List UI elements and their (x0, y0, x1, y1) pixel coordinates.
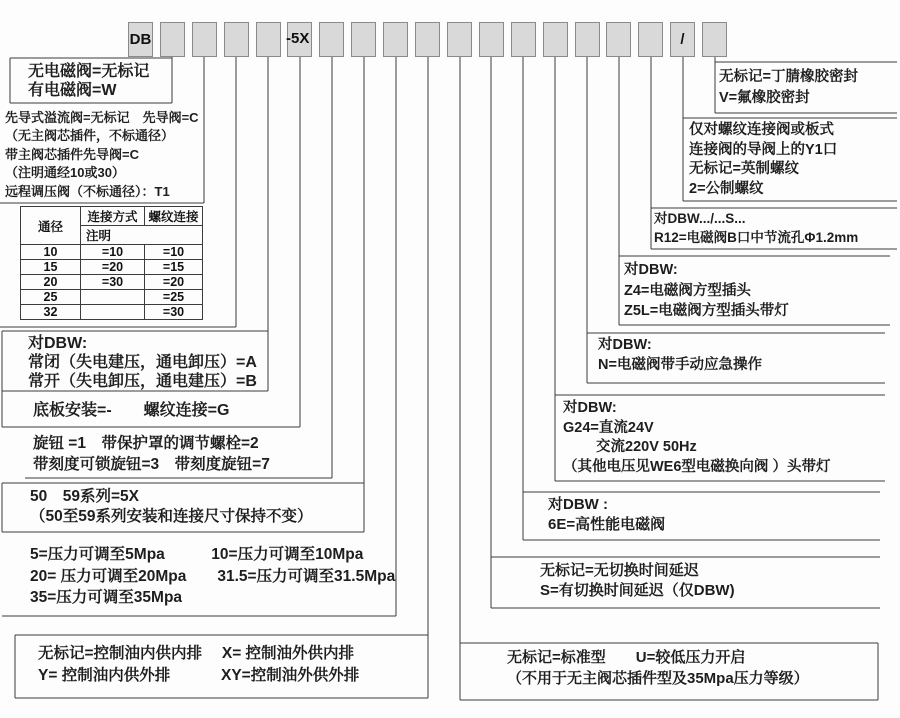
label-line: 无电磁阀=无标记 (28, 63, 150, 80)
label-line: N=电磁阀带手动应急操作 (598, 356, 762, 373)
label-line: 有电磁阀=W (28, 82, 117, 99)
block-dbw-function (28, 334, 257, 391)
code-box (383, 22, 408, 57)
code-box-series (287, 22, 312, 57)
table-cell: =10 (81, 245, 145, 260)
size-connection-table (20, 206, 203, 320)
table-cell: 20 (21, 275, 81, 290)
code-box-label: DB (129, 31, 152, 48)
block-orifice (654, 210, 858, 247)
code-box (511, 22, 536, 57)
table-header-size: 通径 (21, 207, 81, 245)
table-row (21, 275, 203, 290)
block-pilot-valve-option (5, 109, 199, 201)
table-row (21, 260, 203, 275)
code-box (319, 22, 344, 57)
table-header-connection: 连接方式 (81, 207, 145, 226)
label-line: 连接阀的导阀上的Y1口 (689, 141, 838, 158)
code-box (415, 22, 440, 57)
label-line: 对DBW: (28, 335, 88, 352)
code-box (479, 22, 504, 57)
table-cell: =30 (145, 305, 203, 320)
table-cell: 15 (21, 260, 81, 275)
block-switching-delay (540, 561, 735, 601)
code-box (160, 22, 185, 57)
label-line: 常闭（失电建压，通电卸压）=A (28, 354, 257, 371)
table-cell: =10 (145, 245, 203, 260)
table-row (21, 207, 203, 226)
label-line: （无主阀芯插件，不标通径） (5, 128, 175, 144)
label-line: Z4=电磁阀方型插头 (624, 282, 751, 299)
label-line: 带刻度可锁旋钮=3 带刻度旋钮=7 (33, 456, 270, 473)
label-line: （其他电压见WE6型电磁换向阀 ）头带灯 (563, 458, 831, 475)
code-box-label: / (680, 31, 685, 48)
code-box (575, 22, 600, 57)
block-y1-thread (689, 121, 837, 199)
code-box (638, 22, 663, 57)
table-cell: =15 (145, 260, 203, 275)
table-cell: =20 (81, 260, 145, 275)
block-pressure-rating (30, 544, 395, 609)
code-box-slash (670, 22, 695, 57)
label-line: 无标记=丁腈橡胶密封 (719, 69, 858, 85)
label-line: （不用于无主阀芯插件型及35Mpa压力等级） (507, 670, 809, 687)
label-line: 带主阀芯插件先导阀=C (5, 146, 139, 162)
table-cell (81, 290, 145, 305)
label-line: 无标记=英制螺纹 (689, 161, 799, 177)
table-note-cell: 注明 (81, 226, 203, 245)
block-adjuster-type (33, 433, 270, 475)
label-line: Z5L=电磁阀方型插头带灯 (624, 303, 789, 319)
label-line: 对DBW: (598, 337, 652, 353)
code-box (192, 22, 217, 57)
label-line: Y= 控制油内供外排 XY=控制油外供外排 (38, 667, 360, 684)
block-pilot-oil-supply (38, 643, 359, 687)
block-plug-type (624, 260, 789, 322)
label-line: 先导式溢流阀=无标记 先导阀=C (5, 110, 199, 125)
label-line: （注明通经10或30） (5, 165, 125, 181)
label-line: S=有切换时间延迟（仅DBW) (540, 582, 735, 599)
code-box (543, 22, 568, 57)
label-line: 底板安装=- 螺纹连接=G (33, 402, 230, 419)
code-box (224, 22, 249, 57)
table-cell: =25 (145, 290, 203, 305)
table-header-thread: 螺纹连接 (145, 207, 203, 226)
label-line: 50 59系列=5X (30, 488, 139, 505)
table-cell (81, 305, 145, 320)
table-cell: 25 (21, 290, 81, 305)
table-cell: =20 (145, 275, 203, 290)
table-cell: =30 (81, 275, 145, 290)
block-solenoid-option (28, 62, 149, 100)
table-row (21, 245, 203, 260)
code-box (351, 22, 376, 57)
code-box (702, 22, 727, 57)
label-line: 2=公制螺纹 (689, 180, 764, 197)
label-line: V=氟橡胶密封 (719, 89, 810, 106)
label-line: 对DBW: (624, 262, 678, 278)
block-seal-material (719, 67, 858, 108)
label-line: R12=电磁阀B口中节流孔Φ1.2mm (654, 229, 859, 245)
code-box (606, 22, 631, 57)
label-line: 20= 压力可调至20Mpa 31.5=压力可调至31.5Mpa (30, 567, 396, 585)
label-line: 常开（失电卸压，通电建压）=B (28, 373, 257, 390)
code-box (256, 22, 281, 57)
table-row (21, 290, 203, 305)
code-box (447, 22, 472, 57)
table-row (21, 305, 203, 320)
label-line: （50至59系列安装和连接尺寸保持不变） (30, 508, 313, 525)
label-line: 无标记=标准型 U=较低压力开启 (507, 649, 746, 666)
label-line: 对DBW.../...S... (654, 211, 746, 226)
label-line: 对DBW : (548, 496, 608, 513)
block-solenoid-voltage (563, 399, 830, 477)
block-series (30, 487, 312, 527)
label-line: 6E=高性能电磁阀 (548, 516, 666, 533)
label-line: 5=压力可调至5Mpa 10=压力可调至10Mpa (30, 546, 364, 563)
code-box-db (128, 22, 153, 57)
table-cell: 32 (21, 305, 81, 320)
label-line: 对DBW: (563, 400, 617, 416)
label-line: 无标记=控制油内供内排 X= 控制油外供内排 (38, 645, 355, 662)
label-line: G24=直流24V (563, 419, 654, 436)
label-line: 远程调压阀（不标通径）：T1 (5, 183, 170, 199)
block-mounting (33, 401, 229, 420)
label-line: 无标记=无切换时间延迟 (540, 562, 699, 579)
block-opening-pressure (507, 647, 809, 689)
block-high-performance-solenoid (548, 495, 665, 535)
block-manual-override (598, 336, 762, 375)
label-line: 交流220V 50Hz (563, 439, 697, 455)
label-line: 仅对螺纹连接阀或板式 (689, 122, 834, 138)
code-box-label: -5X (286, 30, 310, 47)
label-line: 35=压力可调至35Mpa (30, 589, 183, 606)
label-line: 旋钮 =1 带保护罩的调节螺栓=2 (33, 435, 259, 452)
table-cell: 10 (21, 245, 81, 260)
